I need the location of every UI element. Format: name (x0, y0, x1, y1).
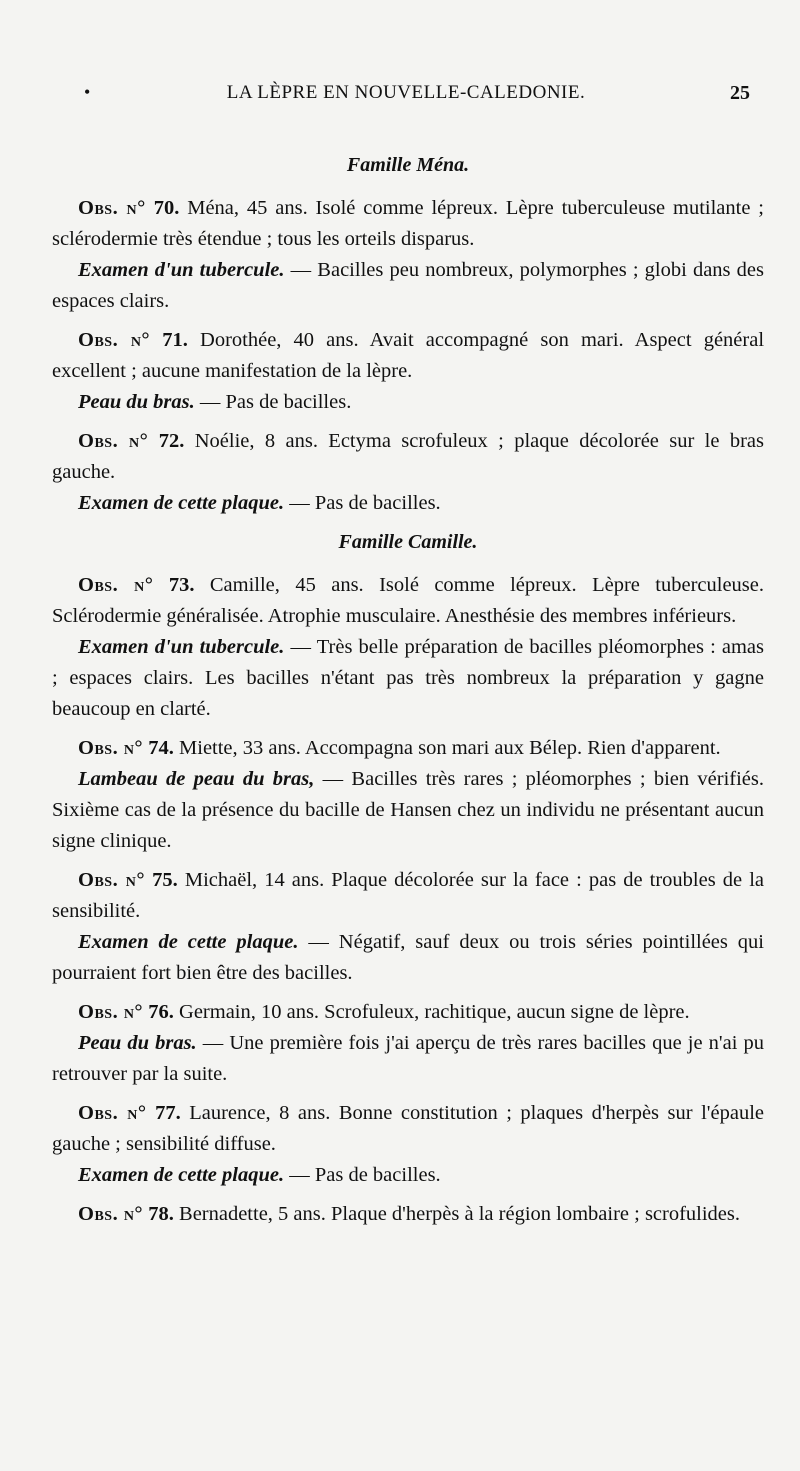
observation-paragraph (52, 1199, 764, 1230)
exam-text: — Bacilles peu nombreux, polymorphes ; globi dans des espaces clairs. (52, 259, 764, 312)
exam-label: Peau du bras. (78, 1032, 197, 1054)
obs-number: 72. (158, 430, 185, 452)
exam-text: — Négatif, sauf deux ou trois séries pointillées qui pourraient fort bien être des bacilles. (52, 931, 764, 984)
obs-number: 77. (155, 1102, 181, 1124)
examination-paragraph (52, 1028, 764, 1090)
observation-paragraph (52, 997, 764, 1028)
obs-label: Obs. n° (78, 574, 154, 596)
obs-label: Obs. n° (78, 869, 146, 891)
observation-paragraph (52, 865, 764, 927)
running-head (56, 82, 756, 106)
obs-label: Obs. n° (78, 197, 146, 219)
examination-paragraph (52, 764, 764, 857)
obs-text: Ména, 45 ans. Isolé comme lépreux. Lèpre tuberculeuse mutilante ; sclérodermie très étendue ; tous les orteils disparus. (52, 197, 764, 250)
observation-paragraph (52, 1098, 764, 1160)
obs-number: 74. (148, 737, 174, 759)
examination-paragraph (52, 255, 764, 317)
obs-label: Obs. n° (78, 1203, 144, 1225)
exam-text: — Bacilles très rares ; pléomorphes ; bien vérifiés. Sixième cas de la présence du bacille de Hansen chez un individu ne présentant aucun signe clinique. (52, 768, 764, 852)
obs-text: Laurence, 8 ans. Bonne constitution ; plaques d'herpès sur l'épaule gauche ; sensibilité diffuse. (52, 1102, 764, 1155)
obs-number: 70. (153, 197, 180, 219)
obs-label: Obs. n° (78, 1102, 147, 1124)
obs-number: 71. (162, 329, 188, 351)
examination-paragraph (52, 488, 764, 519)
exam-label: Lambeau de peau du bras, (78, 768, 315, 790)
body-text (52, 150, 764, 1230)
exam-label: Examen de cette plaque. (78, 1164, 285, 1186)
examination-paragraph (52, 632, 764, 725)
obs-text: Bernadette, 5 ans. Plaque d'herpès à la région lombaire ; scrofulides. (173, 1203, 741, 1225)
examination-paragraph (52, 927, 764, 989)
family-heading: Famille Camille. (338, 531, 478, 553)
obs-text: Michaël, 14 ans. Plaque décolorée sur la face : pas de troubles de la sensibilité. (52, 869, 764, 922)
obs-number: 78. (148, 1203, 174, 1225)
exam-label: Examen d'un tubercule. (78, 259, 285, 281)
observation-paragraph (52, 570, 764, 632)
exam-label: Peau du bras. (78, 391, 195, 413)
obs-label: Obs. n° (78, 737, 144, 759)
obs-text: Miette, 33 ans. Accompagna son mari aux Bélep. Rien d'apparent. (173, 737, 721, 759)
obs-number: 73. (168, 574, 195, 596)
observation-paragraph (52, 193, 764, 255)
examination-paragraph (52, 387, 764, 418)
observation-paragraph (52, 325, 764, 387)
obs-number: 76. (148, 1001, 174, 1023)
obs-text: Germain, 10 ans. Scrofuleux, rachitique, aucun signe de lèpre. (173, 1001, 690, 1023)
obs-text: Noélie, 8 ans. Ectyma scrofuleux ; plaque décolorée sur le bras gauche. (52, 430, 764, 483)
exam-label: Examen de cette plaque. (78, 492, 285, 514)
obs-label: Obs. n° (78, 1001, 144, 1023)
exam-label: Examen de cette plaque. (78, 931, 299, 953)
running-head-dot: • (84, 82, 91, 102)
obs-text: Camille, 45 ans. Isolé comme lépreux. Lèpre tuberculeuse. Sclérodermie généralisée. Atrophie musculaire. Anesthésie des membres inférieurs. (52, 574, 765, 627)
obs-label: Obs. n° (78, 430, 149, 452)
page-number: 25 (730, 82, 750, 104)
observation-paragraph (52, 733, 764, 764)
obs-number: 75. (152, 869, 178, 891)
obs-label: Obs. n° (78, 329, 151, 351)
exam-text: — Pas de bacilles. (194, 391, 352, 413)
exam-text: — Pas de bacilles. (284, 492, 441, 514)
running-head-title: LA LÈPRE EN NOUVELLE-CALEDONIE. (226, 82, 586, 103)
family-heading: Famille Ména. (346, 154, 470, 176)
exam-text: — Pas de bacilles. (284, 1164, 441, 1186)
exam-label: Examen d'un tubercule. (78, 636, 285, 658)
obs-text: Dorothée, 40 ans. Avait accompagné son mari. Aspect général excellent ; aucune manifestation de la lèpre. (52, 329, 765, 382)
examination-paragraph (52, 1160, 764, 1191)
exam-text: — Très belle préparation de bacilles pléomorphes : amas ; espaces clairs. Les bacilles n'étant pas très nombreux la préparation y gagne beaucoup en clarté. (52, 636, 765, 720)
exam-text: — Une première fois j'ai aperçu de très rares bacilles que je n'ai pu retrouver par la suite. (52, 1032, 764, 1085)
observation-paragraph (52, 426, 764, 488)
